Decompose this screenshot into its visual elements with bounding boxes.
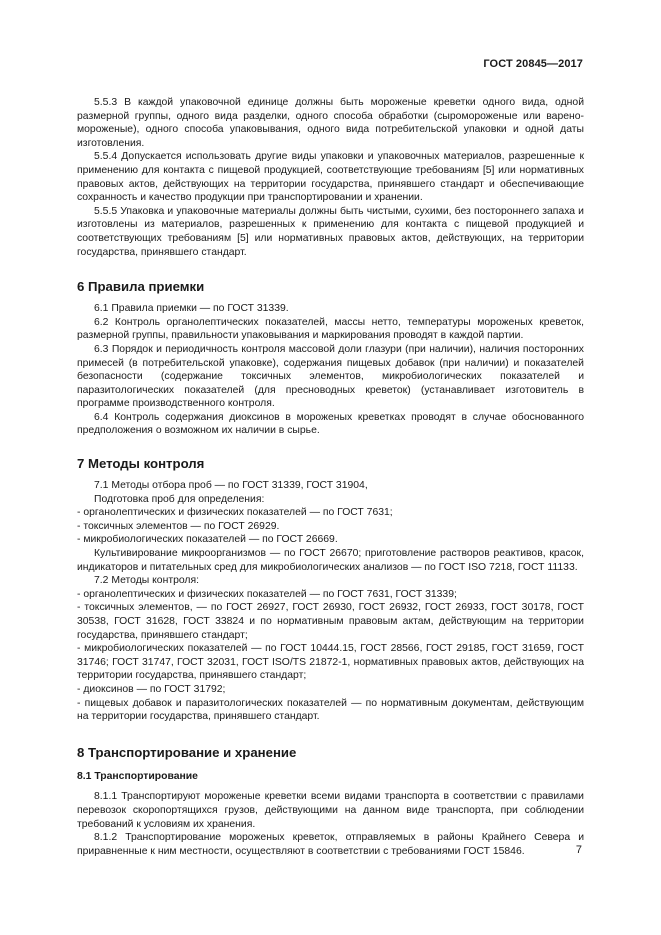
list-item-7-1-1: - органолептических и физических показателей — по ГОСТ 7631;: [77, 507, 393, 519]
paragraph-7-1-prep: Подготовка проб для определения:: [94, 493, 265, 505]
page-number: 7: [575, 844, 582, 856]
subsection-heading-8-1: 8.1 Транспортирование: [77, 770, 198, 782]
list-item-7-1-2: - токсичных элементов — по ГОСТ 26929.: [77, 520, 280, 532]
paragraph-7-1: 7.1 Методы отбора проб — по ГОСТ 31339, ГОСТ 31904,: [94, 480, 368, 492]
paragraph-7-1-cultivation: Культивирование микроорганизмов — по ГОСТ 26670; приготовление растворов реактивов, красок, индикаторов и питательных сред для микробиологических анализов — по ГОСТ ISO 7218, ГОСТ 11133.: [77, 548, 584, 573]
list-item-7-1-3: - микробиологических показателей — по ГОСТ 26669.: [77, 534, 338, 546]
section-heading-7: 7 Методы контроля: [77, 456, 205, 472]
list-item-7-2-5: - пищевых добавок и паразитологических показателей — по нормативным документам, действующим на территории государства, принявшего стандарт.: [77, 697, 584, 723]
paragraph-6-3: 6.3 Порядок и периодичность контроля массовой доли глазури (при наличии), наличия посторонних примесей (в потребительской упаковке), содержания пищевых добавок (при наличии) и показателей безопасности (содержание токсичных элементов, микробиологических показателей и паразитологических показателей (для пресноводных креветок) (устанавливает изготовитель в программе производственного контроля.: [77, 343, 584, 410]
list-item-7-2-1: - органолептических и физических показателей — по ГОСТ 7631, ГОСТ 31339;: [77, 588, 457, 600]
paragraph-6-4: 6.4 Контроль содержания диоксинов в мороженых креветках проводят в случае обоснованного предположения о возможном их наличии в сырье.: [77, 411, 584, 437]
paragraph-5-5-5: 5.5.5 Упаковка и упаковочные материалы должны быть чистыми, сухими, без постороннего запаха и изготовлены из материалов, разрешенных к применению для контакта с пищевой продукцией и соответствующих требованиям [5] или нормативных правовых актов, действующих, на территории государства, принявшего стандарт.: [77, 205, 584, 258]
paragraph-5-5-3: 5.5.3 В каждой упаковочной единице должны быть мороженые креветки одного вида, одной размерной группы, одного вида разделки, одного способа обработки (сыромороженые или варено-мороженые), одного способа упаковывания, одного вида потребительской упаковки и одной даты изготовления.: [77, 97, 584, 149]
list-item-7-2-2: - токсичных элементов, — по ГОСТ 26927, ГОСТ 26930, ГОСТ 26932, ГОСТ 26933, ГОСТ 30178, ГОСТ 30538, ГОСТ 31628, ГОСТ 33824 и по нормативным правовым актам, действующим на территории государства, принявшего стандарт;: [77, 602, 584, 641]
section-heading-8: 8 Транспортирование и хранение: [77, 744, 297, 760]
list-item-7-2-4: - диоксинов — по ГОСТ 31792;: [77, 683, 226, 695]
paragraph-6-1: 6.1 Правила приемки — по ГОСТ 31339.: [94, 303, 289, 315]
page-content: [77, 96, 584, 858]
paragraph-7-2: 7.2 Методы контроля:: [94, 575, 199, 587]
standard-code: ГОСТ 20845—2017: [483, 58, 583, 70]
paragraph-8-1-1: 8.1.1 Транспортируют мороженые креветки всеми видами транспорта в соответствии с правилами перевозок скоропортящихся грузов, действующими на данном виде транспорта, при соблюдении требований к условиям их хранения.: [77, 791, 584, 830]
list-item-7-2-3: - микробиологических показателей — по ГОСТ 10444.15, ГОСТ 28566, ГОСТ 29185, ГОСТ 31659, ГОСТ 31746; ГОСТ 31747, ГОСТ 32031, ГОСТ ISO/TS 21872-1, нормативных правовых актов, действующих на территории государства, принявшего стандарт;: [77, 643, 584, 682]
paragraph-5-5-4: 5.5.4 Допускается использовать другие виды упаковки и упаковочных материалов, разрешенные к применению для контакта с пищевой продукцией, соответствующие требованиям [5] или нормативных правовых актов, действующих на территории государства, принявшего стандарт и обеспечивающие сохранность и качество продукции при транспортировании и хранении.: [77, 151, 584, 204]
paragraph-8-1-2: 8.1.2 Транспортирование мороженых креветок, отправляемых в районы Крайнего Севера и приравненные к ним местности, осуществляют в соответствии с требованиями ГОСТ 15846.: [77, 832, 584, 857]
paragraph-6-2: 6.2 Контроль органолептических показателей, массы нетто, температуры мороженых креветок, размерной группы, правильности упаковывания и маркирования проводят в каждой партии.: [77, 316, 584, 342]
section-heading-6: 6 Правила приемки: [77, 279, 205, 295]
